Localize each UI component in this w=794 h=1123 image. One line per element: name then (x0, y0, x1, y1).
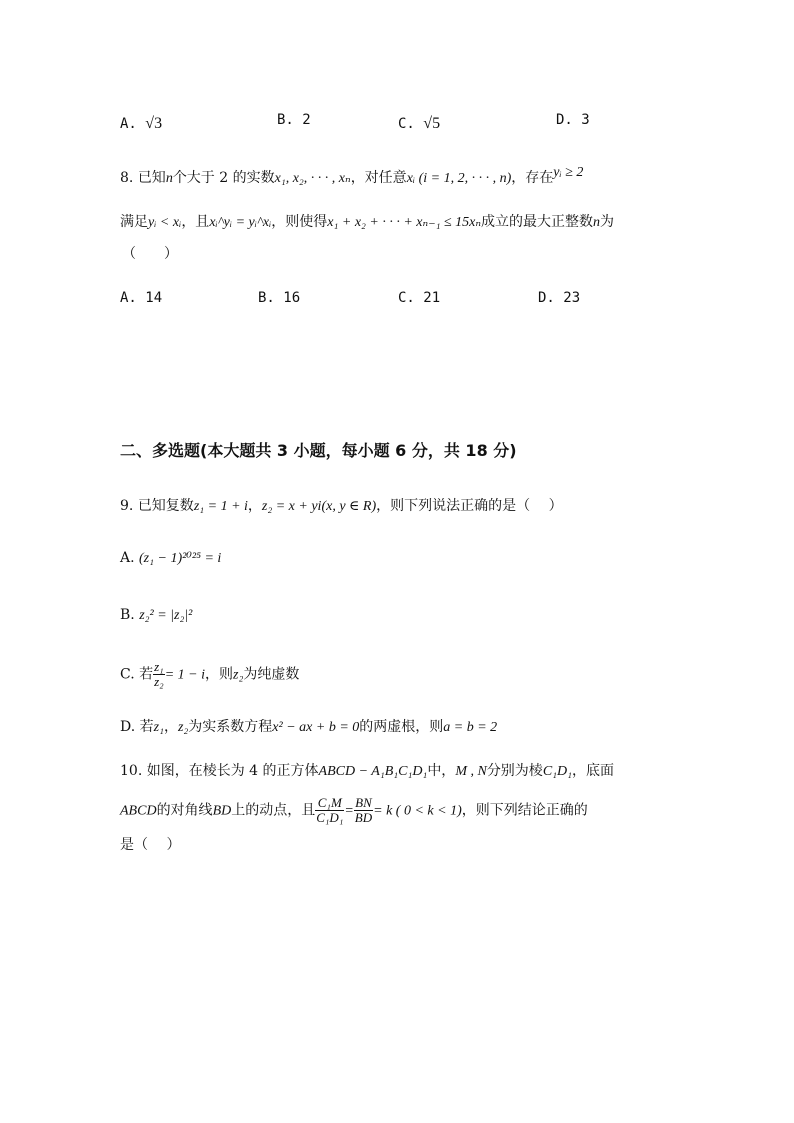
math-equation: x² − ax + b = 0 (272, 720, 360, 735)
text: ，存在 (511, 170, 554, 186)
q10-line-3: 是（ ） (120, 837, 181, 853)
q8-option-c (398, 290, 440, 306)
q8-option-a (120, 290, 162, 306)
math-fraction (354, 796, 373, 825)
math-z2: z₂ (177, 720, 189, 735)
section-heading: 二、多选题(本大题共 3 小题，每小题 6 分，共 18 分) (120, 441, 517, 460)
question-number: 9. (120, 498, 134, 514)
fraction-denominator: BD (354, 810, 373, 825)
math-sequence: x₁, x₂, · · · , xₙ (274, 171, 351, 186)
option-label: B. (277, 112, 294, 128)
math-result: a = b = 2 (443, 720, 498, 735)
fraction-numerator: BN (355, 795, 372, 810)
math-condition: xᵢ^yᵢ = yᵢ^xᵢ (209, 215, 272, 230)
fraction-denominator: z₂ (154, 674, 164, 689)
fraction-denominator: C₁D₁ (316, 810, 344, 825)
q9-option-d (120, 716, 497, 736)
fraction-numerator: z₁ (154, 659, 164, 674)
option-value: 21 (423, 290, 441, 306)
text: ， (163, 719, 178, 735)
question-number: 10. (120, 763, 143, 779)
option-value: 3 (581, 112, 590, 128)
text: ，底面 (572, 763, 614, 779)
math-points: M , N (455, 764, 487, 779)
option-value: 2 (302, 112, 311, 128)
option-value: 14 (145, 290, 163, 306)
math-base: ABCD (120, 803, 157, 819)
text: 的对角线 (156, 802, 213, 819)
q7-option-b (277, 112, 311, 128)
q8-line-2 (120, 211, 614, 231)
q7-option-c (398, 115, 440, 133)
math-condition: yᵢ < xᵢ (148, 215, 182, 230)
math-expression: = 1 − i (164, 667, 206, 683)
option-value: 23 (563, 290, 581, 306)
option-value: √3 (145, 115, 163, 132)
text: 为纯虚数 (243, 666, 300, 683)
option-label: D. (538, 290, 555, 306)
math-edge: C₁D₁ (542, 764, 572, 779)
math-n: n (593, 215, 601, 230)
option-label: C. (120, 666, 135, 683)
option-label: D. (120, 719, 136, 735)
option-value: 16 (283, 290, 301, 306)
math-index: xᵢ (i = 1, 2, · · · , n) (406, 171, 512, 186)
math-z2: z₂ = x + yi(x, y ∈ R) (261, 499, 377, 514)
q9-option-c (120, 660, 299, 689)
math-ratio: = k ( 0 < k < 1) (373, 803, 462, 819)
text: ，且 (181, 214, 210, 230)
option-value: √5 (423, 115, 441, 132)
math-inequality: x₁ + x₂ + · · · + xₙ₋₁ ≤ 15xₙ (327, 215, 482, 230)
text: 满足 (120, 214, 148, 230)
math-z2: z₂ (233, 667, 244, 683)
math-equals: = (344, 803, 354, 819)
math-z1: z₁ = 1 + i (193, 499, 248, 514)
math-diagonal: BD (212, 803, 232, 819)
q8-option-b (258, 290, 300, 306)
text: 的两虚根，则 (359, 719, 444, 735)
math-n: n (165, 171, 173, 186)
text: 分别为棱 (486, 763, 543, 779)
text: 中， (427, 763, 456, 779)
option-label: A. (120, 116, 137, 132)
option-label: B. (120, 607, 135, 623)
q10-line-2 (120, 796, 588, 825)
math-expression: z₂² = |z₂|² (139, 608, 193, 623)
q9-stem (120, 495, 563, 515)
answer-paren: （ ） (122, 246, 178, 262)
option-label: A. (120, 290, 137, 306)
q7-option-a (120, 115, 162, 133)
text: 为 (600, 214, 615, 230)
math-fraction (315, 796, 344, 825)
text: ，则下列结论正确的 (461, 802, 588, 819)
option-label: C. (398, 290, 415, 306)
text: 为实系数方程 (188, 719, 273, 735)
math-expression: (z₁ − 1)²⁰²⁵ = i (139, 551, 222, 566)
math-condition: yᵢ ≥ 2 (553, 165, 584, 180)
text: 若 (139, 719, 154, 735)
q10-line-1 (120, 760, 614, 780)
text: 如图，在棱长为 4 的正方体 (146, 763, 319, 779)
option-label: A. (120, 550, 135, 566)
text: 若 (139, 666, 154, 683)
text: 已知 (137, 170, 166, 186)
math-fraction (153, 660, 165, 689)
q9-option-b (120, 607, 192, 624)
q8-option-d (538, 290, 580, 306)
math-z1: z₁ (153, 720, 164, 735)
option-label: C. (398, 116, 415, 132)
text: ， (247, 498, 262, 514)
option-label: D. (556, 112, 573, 128)
text: ，则使得 (271, 214, 328, 230)
question-number: 8. (120, 170, 134, 186)
option-label: B. (258, 290, 275, 306)
text: ，对任意 (350, 170, 407, 186)
math-cube: ABCD − A₁B₁C₁D₁ (318, 764, 428, 779)
q8-line-1 (120, 167, 583, 187)
q7-option-d (556, 112, 590, 128)
fraction-numerator: C₁M (315, 796, 344, 811)
text: ，则 (205, 666, 234, 683)
text: ，则下列说法正确的是（ ） (376, 498, 563, 514)
text: 已知复数 (137, 498, 194, 514)
text: 成立的最大正整数 (481, 214, 594, 230)
text: 上的动点，且 (231, 802, 316, 819)
q9-option-a (120, 550, 221, 567)
text: 个大于 2 的实数 (172, 170, 275, 186)
